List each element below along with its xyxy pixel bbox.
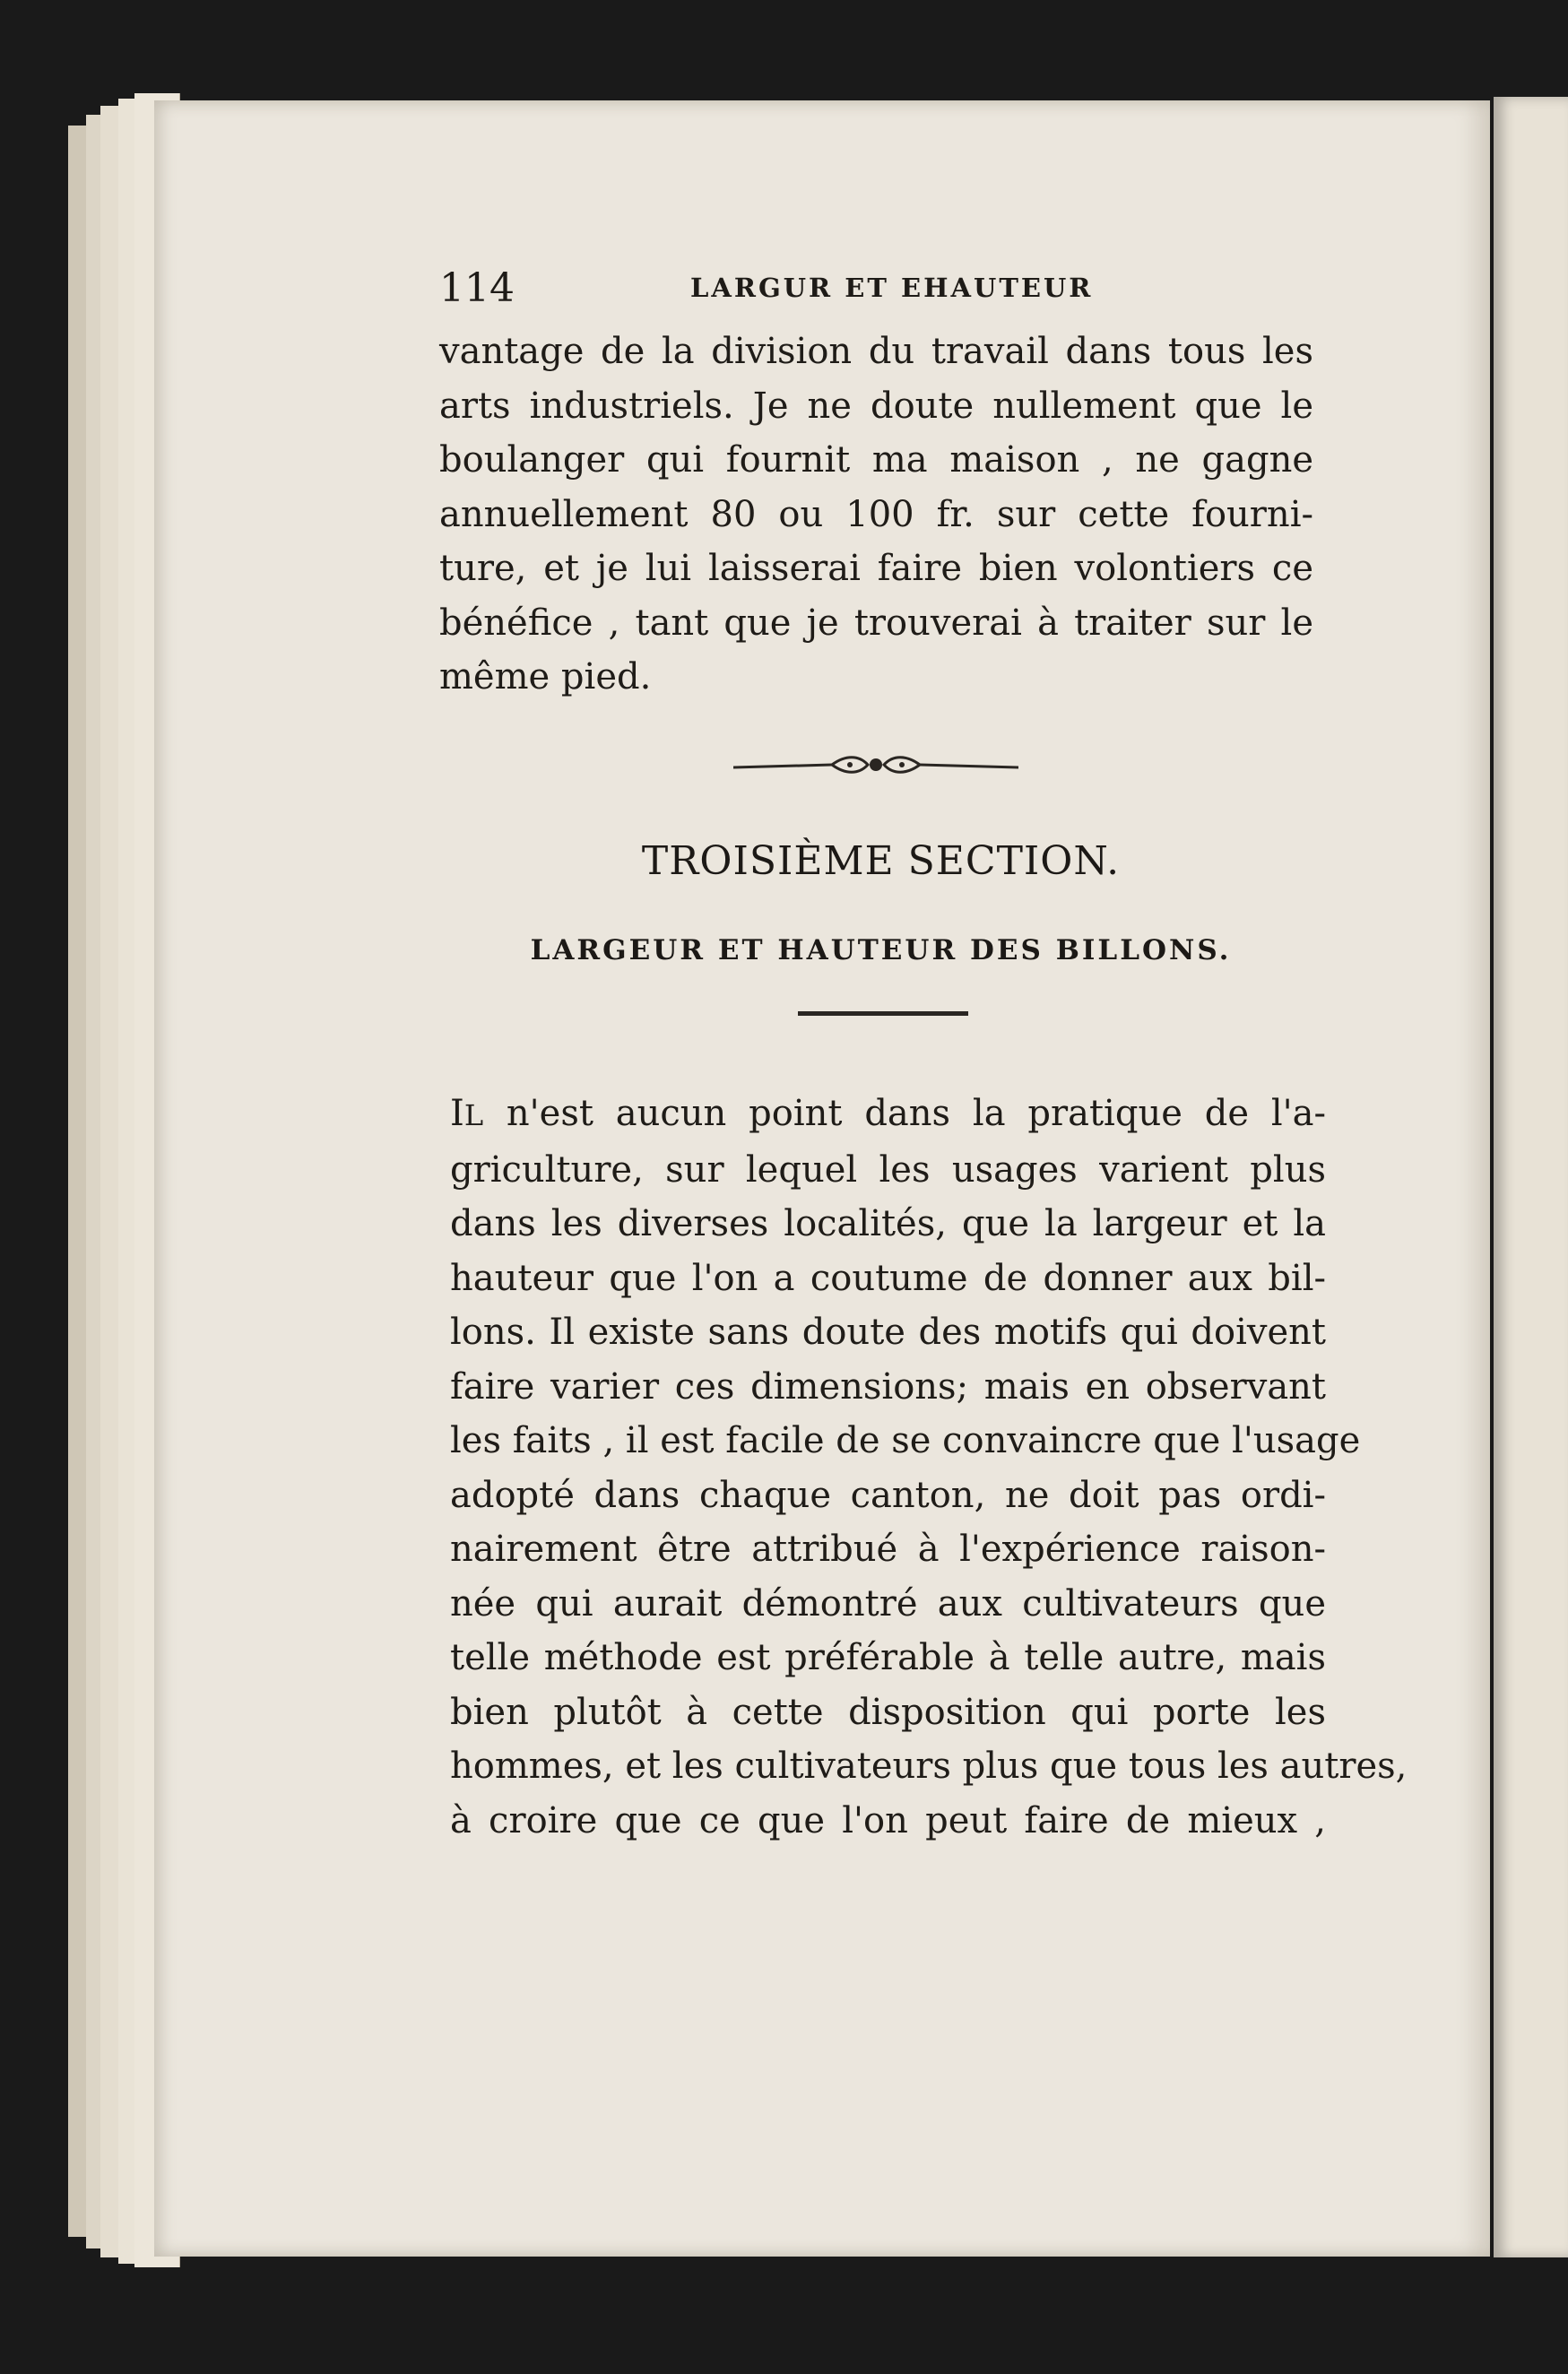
text-line: vantage de la division du travail dans tous les: [439, 331, 1313, 372]
section-title: TROISIÈME SECTION.: [641, 838, 1121, 884]
section-rule: [798, 1011, 968, 1016]
text-line: annuellement 80 ou 100 fr. sur cette fourni-: [439, 493, 1313, 535]
text-line: ture, et je lui laisserai faire bien volontiers ce: [439, 548, 1313, 589]
text-line: [450, 1087, 1326, 1143]
text-line: nairement être attribué à l'expérience raison-: [450, 1529, 1326, 1570]
text-line: boulanger qui fournit ma maison , ne gagne: [439, 439, 1313, 481]
lead-initial: I: [450, 1093, 464, 1134]
text-line: telle méthode est préférable à telle autre, mais: [450, 1637, 1326, 1678]
text-line: bénéfice , tant que je trouverai à traiter sur le: [439, 602, 1313, 644]
page-number: 114: [439, 265, 515, 311]
page-header: [439, 265, 1336, 310]
first-line-text: n'est aucun point dans la pratique de l'a-: [484, 1093, 1326, 1134]
text-line: hauteur que l'on a coutume de donner aux bil-: [450, 1257, 1326, 1299]
text-line: même pied.: [439, 656, 652, 697]
text-line: arts industriels. Je ne doute nullement que le: [439, 385, 1313, 427]
section-subtitle: LARGEUR ET HAUTEUR DES BILLONS.: [530, 934, 1232, 966]
text-line: griculture, sur lequel les usages varient plus: [450, 1148, 1326, 1191]
text-line: dans les diverses localités, que la largeur et la: [450, 1203, 1326, 1244]
text-line: née qui aurait démontré aux cultivateurs que: [450, 1582, 1326, 1625]
text-line: lons. Il existe sans doute des motifs qui doivent: [450, 1312, 1326, 1353]
text-line: les faits , il est facile de se convaincre que l'usage: [450, 1420, 1361, 1461]
paragraph-continued: [439, 325, 1313, 705]
ornament-divider: [733, 753, 1018, 780]
text-line: adopté dans chaque canton, ne doit pas ordi-: [450, 1474, 1326, 1516]
lead-smallcap: L: [463, 1098, 485, 1132]
facing-page-edge: [1494, 97, 1568, 2257]
text-line: faire varier ces dimensions; mais en observant: [450, 1365, 1326, 1408]
text-line: à croire que ce que l'on peut faire de mieux ,: [450, 1799, 1326, 1841]
running-head: LARGUR ET EHAUTEUR: [690, 273, 1094, 303]
paragraph-section-body: [450, 1087, 1408, 1848]
text-line: hommes, et les cultivateurs plus que tous les autres,: [450, 1746, 1408, 1787]
text-line: bien plutôt à cette disposition qui porte les: [450, 1691, 1326, 1733]
